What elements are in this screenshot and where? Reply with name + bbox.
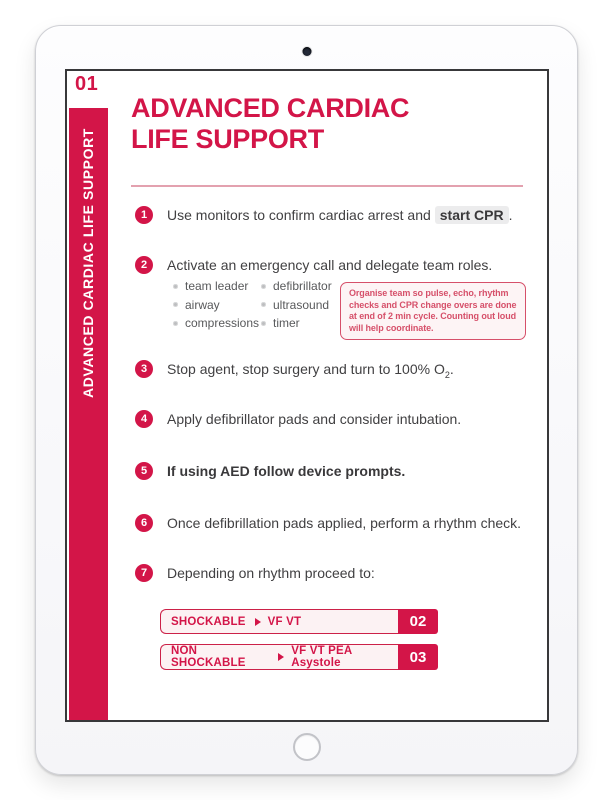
role-label: airway [185, 297, 220, 312]
camera-icon [302, 47, 311, 56]
bullet-icon [173, 321, 178, 326]
role-label: ultrasound [273, 297, 330, 312]
step-5-badge: 5 [135, 462, 153, 480]
non-shockable-label-text: NON SHOCKABLE [171, 645, 246, 669]
shockable-label-text: SHOCKABLE [171, 615, 246, 628]
page-number: 01 [75, 73, 99, 95]
bullet-icon [261, 321, 266, 326]
arrow-right-icon [255, 618, 261, 626]
step-1-text-after: . [508, 207, 513, 223]
non-shockable-label [160, 644, 398, 670]
step-7-text: Depending on rhythm proceed to: [167, 565, 375, 581]
step-3 [135, 360, 454, 384]
shockable-label [160, 609, 398, 634]
page-title-line2: LIFE SUPPORT [131, 124, 324, 154]
step-4-text: Apply defibrillator pads and consider intubation. [167, 411, 462, 427]
step-1 [135, 206, 512, 224]
start-cpr-highlight: start CPR [435, 206, 509, 224]
bullet-icon [261, 302, 266, 307]
list-item [261, 314, 349, 333]
team-roles-col2 [261, 277, 349, 333]
non-shockable-target-text: VF VT PEA Asystole [291, 645, 353, 669]
step-4-badge: 4 [135, 410, 153, 428]
shockable-target-text: VF VT [267, 615, 302, 628]
title-divider [131, 185, 523, 187]
step-3-text-before: Stop agent, stop surgery and turn to 100% O [167, 361, 445, 377]
list-item [261, 296, 349, 315]
document-content [67, 71, 547, 720]
step-7 [135, 564, 375, 582]
page-title-line1: ADVANCED CARDIAC [131, 93, 410, 123]
list-item [173, 277, 261, 296]
step-5-text: If using AED follow device prompts. [167, 463, 406, 479]
step-6-text: Once defibrillation pads applied, perform a rhythm check. [167, 515, 522, 531]
step-6 [135, 514, 521, 532]
team-roles-col1 [173, 277, 261, 333]
coordination-note: Organise team so pulse, echo, rhythm checks and CPR change overs are done at end of 2 min cycle. Counting out loud will help coordinate. [340, 282, 526, 340]
oxygen-subscript: 2 [444, 369, 450, 380]
step-3-text-after: . [449, 361, 454, 377]
step-7-badge: 7 [135, 564, 153, 582]
bullet-icon [173, 302, 178, 307]
shockable-page-badge: 02 [398, 609, 438, 634]
non-shockable-button[interactable] [160, 644, 438, 670]
list-item [173, 296, 261, 315]
bullet-icon [261, 284, 266, 289]
step-2-text: Activate an emergency call and delegate team roles. [167, 257, 493, 273]
tablet-frame [35, 25, 578, 775]
sidebar-vertical-title: ADVANCED CARDIAC LIFE SUPPORT [80, 128, 96, 398]
step-1-text-before: Use monitors to confirm cardiac arrest and [167, 207, 431, 223]
step-1-badge: 1 [135, 206, 153, 224]
step-4 [135, 410, 461, 428]
page-title [131, 93, 409, 155]
non-shockable-page-badge: 03 [398, 644, 438, 670]
list-item [261, 277, 349, 296]
list-item [173, 314, 261, 333]
role-label: timer [273, 316, 300, 330]
role-label: team leader [185, 279, 249, 293]
step-3-badge: 3 [135, 360, 153, 378]
step-1-text [167, 206, 512, 224]
bullet-icon [173, 284, 178, 289]
home-button [293, 733, 321, 761]
step-3-text [167, 360, 454, 384]
step-5 [135, 462, 405, 480]
team-roles-list [173, 277, 349, 333]
shockable-button[interactable] [160, 609, 438, 634]
arrow-right-icon [278, 653, 284, 661]
step-2 [135, 256, 492, 274]
role-label: defibrillator [273, 279, 332, 293]
screen [65, 69, 549, 722]
step-2-badge: 2 [135, 256, 153, 274]
role-label: compressions [185, 316, 260, 330]
step-6-badge: 6 [135, 514, 153, 532]
